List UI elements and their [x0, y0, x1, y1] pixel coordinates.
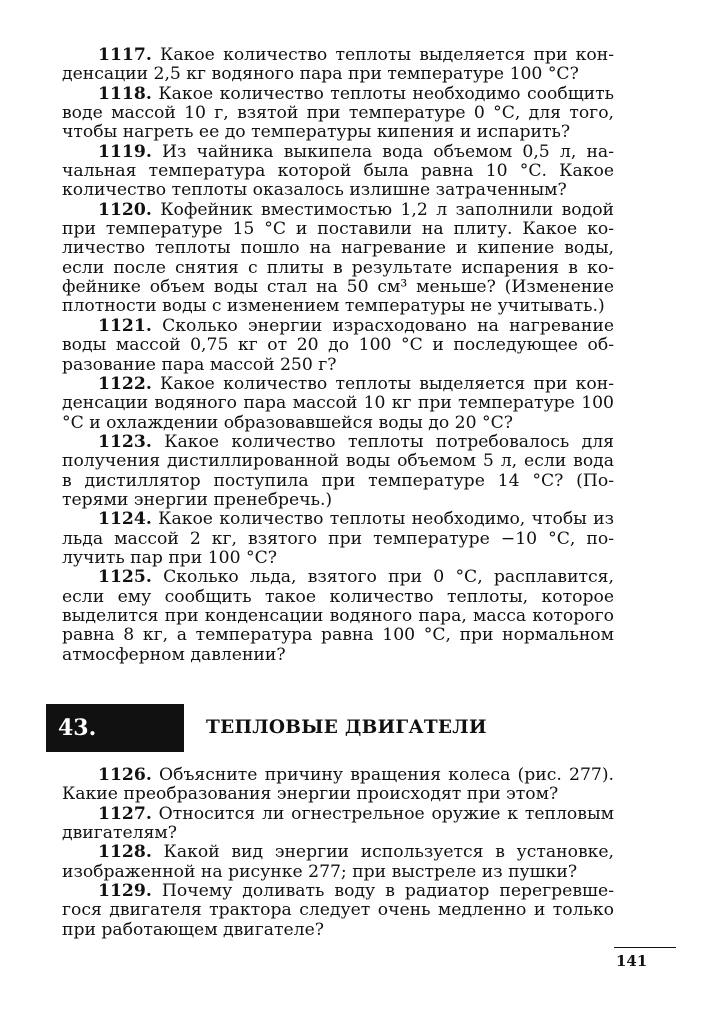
problem-1124: [62, 510, 614, 568]
problem-1123: [62, 433, 614, 510]
problems-list-top: [62, 46, 614, 665]
problem-text: Какое количество теплоты выделяется при конденсации водяного пара массой 10 кг при температуре 100 °С и охлаждении образовавшейся воды до 20 °С?: [62, 373, 614, 433]
problem-number: 1125.: [98, 567, 152, 588]
problem-text: Какое количество теплоты необходимо, чтобы из льда массой 2 кг, взятого при температуре −10 °С, получить пар при 100 °С?: [62, 509, 614, 568]
problems-list-bottom: [62, 766, 614, 940]
problem-number: 1124.: [98, 509, 152, 530]
problem-text: Сколько энергии израсходовано на нагревание воды массой 0,75 кг от 20 до 100 °С и последующее образование пара массой 250 г?: [62, 315, 614, 375]
problem-1120: [62, 201, 614, 317]
problem-text: Относится ли огнестрельное оружие к тепловым двигателям?: [62, 803, 614, 844]
problem-number: 1117.: [98, 45, 152, 65]
problem-text: Из чайника выкипела вода объемом 0,5 л, начальная температура которой была равна 10 °С. Какое количество теплоты оказалось излишне затраченным?: [62, 141, 614, 201]
section-number: 43.: [58, 715, 97, 741]
problem-number: 1122.: [98, 373, 152, 394]
problem-1121: [62, 317, 614, 375]
page-number: 141: [616, 952, 648, 970]
problem-number: 1127.: [98, 803, 152, 824]
problem-text: Объясните причину вращения колеса (рис. 277). Какие преобразования энергии происходят при этом?: [62, 765, 614, 805]
problem-1119: [62, 143, 614, 201]
problem-text: Почему доливать воду в радиатор перегревшегося двигателя трактора следует очень медленно и только при работающем двигателе?: [62, 881, 614, 940]
problem-number: 1123.: [98, 431, 152, 452]
problem-number: 1118.: [98, 83, 152, 104]
problem-text: Какой вид энергии используется в установке, изображенной на рисунке 277; при выстреле из пушки?: [62, 842, 614, 882]
section-title: ТЕПЛОВЫЕ ДВИГАТЕЛИ: [206, 717, 487, 738]
problem-1125: [62, 568, 614, 665]
problem-number: 1126.: [98, 765, 152, 785]
section-number-box: [46, 704, 184, 752]
problem-text: Какое количество теплоты потребовалось для получения дистиллированной воды объемом 5 л, если вода в дистиллятор поступила при температуре 14 °С? (Потерями энергии пренебречь.): [62, 431, 614, 510]
problem-text: Кофейник вместимостью 1,2 л заполнили водой при температуре 15 °С и поставили на плиту. Какое количество теплоты пошло на нагревание и кипение воды, если после снятия с плиты в результате испарения в кофейнике объем воды стал на 50 см³ меньше? (Изменение плотности воды с изменением температуры не учитывать.): [62, 199, 614, 317]
problem-1117: [62, 46, 614, 85]
problem-text: Какое количество теплоты необходимо сообщить воде массой 10 г, взятой при температуре 0 °С, для того, чтобы нагреть ее до температуры кипения и испарить?: [62, 83, 614, 143]
problem-1127: [62, 805, 614, 844]
problem-number: 1119.: [98, 141, 152, 162]
section-header: [46, 704, 614, 752]
problem-number: 1121.: [98, 315, 152, 336]
problem-1126: [62, 766, 614, 805]
problem-1129: [62, 882, 614, 940]
problem-text: Какое количество теплоты выделяется при конденсации 2,5 кг водяного пара при температуре 100 °С?: [62, 45, 614, 85]
problem-1128: [62, 843, 614, 882]
footer-rule: [614, 947, 676, 948]
problem-1122: [62, 375, 614, 433]
problem-1118: [62, 85, 614, 143]
problem-number: 1120.: [98, 199, 152, 220]
problem-text: Сколько льда, взятого при 0 °С, расплавится, если ему сообщить такое количество теплоты, которое выделится при конденсации водяного пара, масса которого равна 8 кг, а температура равна 100 °С, при нормальном атмосферном давлении?: [62, 567, 614, 665]
problem-number: 1128.: [98, 842, 152, 863]
problem-number: 1129.: [98, 881, 152, 902]
